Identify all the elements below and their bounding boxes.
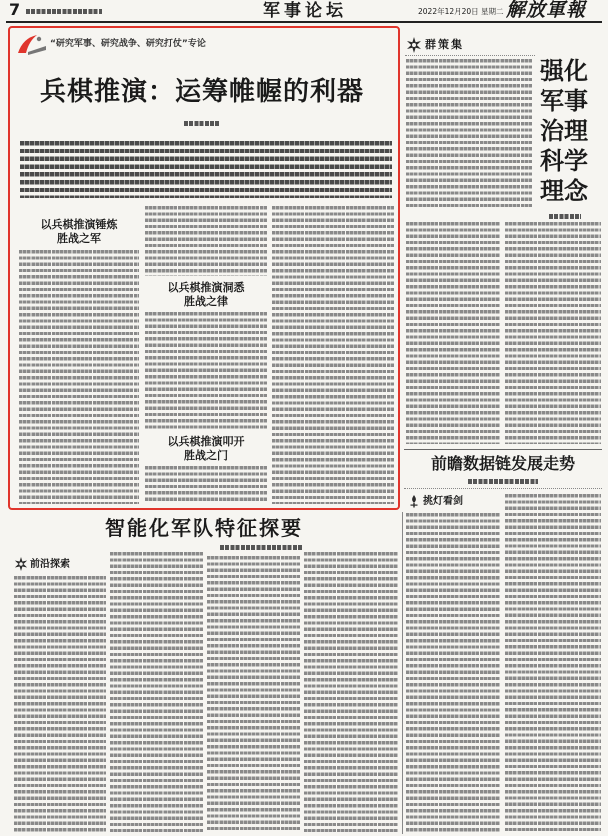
editor-credit	[26, 9, 102, 14]
datalink-body-text	[406, 513, 500, 832]
lamp-sword-icon	[407, 494, 421, 508]
star-icon	[14, 557, 28, 571]
subhead-text: 以兵棋推演洞悉胜战之律	[167, 281, 245, 308]
qunceji-byline	[549, 214, 581, 219]
intelligent-army-body-text	[304, 552, 398, 832]
qunceji-headline: 强化军事治理科学理念	[540, 57, 588, 205]
feature-byline	[184, 121, 220, 126]
series-tag: “研究军事、研究战争、研究打仗”专论	[50, 39, 206, 49]
feature-body-text	[19, 250, 139, 504]
feature-body-text	[272, 206, 394, 504]
qunceji-body-text	[505, 222, 601, 444]
feature-subhead-1	[18, 218, 140, 246]
column-divider	[402, 512, 403, 834]
intelligent-army-body-text	[207, 556, 300, 832]
feature-body-text	[145, 466, 267, 504]
intelligent-army-byline	[220, 545, 302, 550]
section-title: 军事论坛	[263, 1, 347, 21]
datalink-headline: 前瞻数据链发展走势	[430, 454, 575, 473]
column-rule	[405, 55, 535, 56]
page-number: 7	[9, 0, 21, 19]
issue-date: 2022年12月20日 星期二	[418, 7, 504, 16]
column-rule	[404, 488, 602, 489]
datalink-byline	[468, 479, 538, 484]
section-divider	[404, 449, 602, 450]
star-icon	[406, 37, 422, 53]
column-label-qianyan: 前沿探索	[30, 559, 70, 570]
intelligent-army-body-text	[14, 576, 106, 832]
masthead-logo: 解放軍報	[506, 0, 587, 21]
feature-subhead-3	[145, 435, 267, 463]
subhead-text: 以兵棋推演叩开胜战之门	[167, 435, 245, 462]
feature-headline: 兵棋推演：运筹帷幄的利器	[39, 77, 364, 107]
emblem-icon	[16, 33, 48, 55]
intelligent-army-headline: 智能化军队特征探要	[105, 516, 303, 540]
datalink-body-text	[505, 494, 601, 832]
column-label-qunceji: 群策集	[425, 38, 464, 51]
feature-body-text	[145, 312, 267, 430]
header-rule	[6, 21, 602, 23]
feature-body-text	[145, 206, 267, 276]
feature-subhead-2	[145, 281, 267, 309]
subhead-text: 以兵棋推演锤炼胜战之军	[40, 218, 118, 245]
feature-lead-paragraph	[20, 141, 392, 198]
qunceji-body-text	[406, 222, 500, 444]
column-label-tiaodeng: 挑灯看剑	[423, 496, 463, 507]
intelligent-army-body-text	[110, 552, 203, 832]
qunceji-body-text	[406, 59, 532, 209]
